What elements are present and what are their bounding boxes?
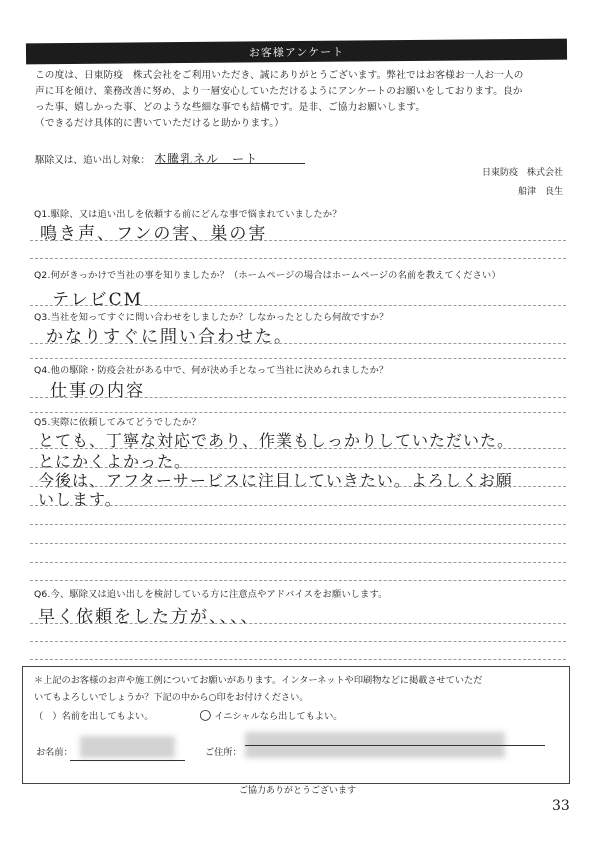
survey-title-banner — [26, 39, 567, 65]
answer-line — [30, 467, 566, 468]
answer-3: かなりすぐに問い合わせた。 — [46, 327, 293, 347]
answer-line — [30, 562, 566, 563]
answer-line — [30, 659, 566, 660]
intro-line: この度は、日東防疫 株式会社をご利用いただき、誠にありがとうございます。弊社ではお客様お一人お一人の — [35, 70, 524, 81]
question-4: Q4.他の駆除・防疫会社がある中で、何が決め手となって当社に決められましたか？ — [34, 365, 389, 376]
survey-title: お客様アンケート — [248, 45, 345, 59]
answer-line — [30, 397, 566, 398]
answer-line — [30, 412, 566, 413]
question-1: Q1.駆除、又は追い出しを依頼する前にどんな事で悩まれていましたか？ — [34, 209, 342, 220]
answer-5-line: 今後は、アフターサービスに注目していきたい。よろしくお願 — [38, 471, 513, 490]
question-6: Q6.今、駆除又は追い出しを検討している方に注意点やアドバイスをお願いします。 — [34, 589, 388, 600]
answer-4: 仕事の内容 — [50, 381, 145, 401]
consent-text — [34, 672, 554, 725]
question-5: Q5.実際に依頼してみてどうでしたか？ — [34, 417, 201, 428]
company-person: 船津 良生 — [517, 187, 563, 197]
answer-line — [30, 240, 566, 241]
option-initial[interactable]: イニシャルなら出してもよい。 — [214, 711, 343, 722]
answer-line — [30, 524, 566, 525]
intro-line: （できるだけ具体的に書いていただけると助かります。） — [35, 118, 285, 129]
page-number: 33 — [552, 798, 570, 814]
answer-line — [30, 305, 566, 306]
answer-line — [30, 448, 566, 449]
answer-line — [30, 486, 566, 487]
answer-line — [30, 543, 566, 544]
answer-5-line: とにかくよかった。 — [38, 452, 192, 471]
answer-line — [30, 580, 566, 581]
option-initial-mark[interactable]: ○ — [199, 707, 212, 723]
answer-1: 鳴き声、フンの害、巣の害 — [40, 224, 268, 244]
answer-line — [30, 343, 566, 344]
answer-line — [30, 505, 566, 506]
target-underline — [155, 163, 305, 164]
intro-text — [35, 68, 565, 132]
answer-6: 早く依頼をした方が、、、、 — [38, 607, 260, 627]
answer-line — [30, 641, 566, 642]
name-underline — [70, 760, 185, 761]
consent-line: ＊上記のお客様のお声や施工例についてお願いがあります。インターネットや印刷物などに掲載させていただ — [34, 675, 483, 686]
name-label: お名前： — [36, 747, 73, 758]
question-3: Q3.当社を知ってすぐに問い合わせをしましたか？しなかったとしたら何故ですか？ — [34, 312, 389, 323]
address-label: ご住所： — [205, 747, 242, 758]
answer-line — [30, 623, 566, 624]
company-block — [482, 164, 563, 202]
consent-line: いてもよろしいでしょうか？下記の中から○印をお付けください。 — [34, 692, 309, 703]
question-2: Q2.何がきっかけで当社の事を知りましたか？（ホームページの場合はホームページの名前を教えてください） — [34, 270, 501, 281]
answer-line — [30, 258, 566, 259]
target-label: 駆除又は、追い出し対象： — [35, 155, 151, 166]
company-name: 日東防疫 株式会社 — [481, 168, 563, 178]
answer-line — [30, 358, 566, 359]
target-answer: 木騰乳ネル ート — [154, 152, 259, 166]
answer-5-line: いします。 — [38, 490, 122, 509]
name-redacted — [80, 736, 175, 758]
answer-5-line: とても、丁寧な対応であり、作業もしっかりしていただいた。 — [38, 431, 515, 450]
answer-2: テレビCM — [52, 290, 144, 310]
option-name[interactable]: （ ）名前を出してもよい。 — [34, 711, 154, 722]
intro-line: った事、嬉しかった事、どのような些細な事でも結構です。是非、ご協力お願いします。 — [35, 102, 426, 113]
intro-line: 声に耳を傾け、業務改善に努め、より一層安心していただけるようにアンケートのお願いをしております。良か — [35, 86, 523, 97]
address-underline — [245, 745, 545, 746]
footer-thanks: ご協力ありがとうございます — [238, 786, 356, 796]
target-row — [35, 150, 258, 167]
